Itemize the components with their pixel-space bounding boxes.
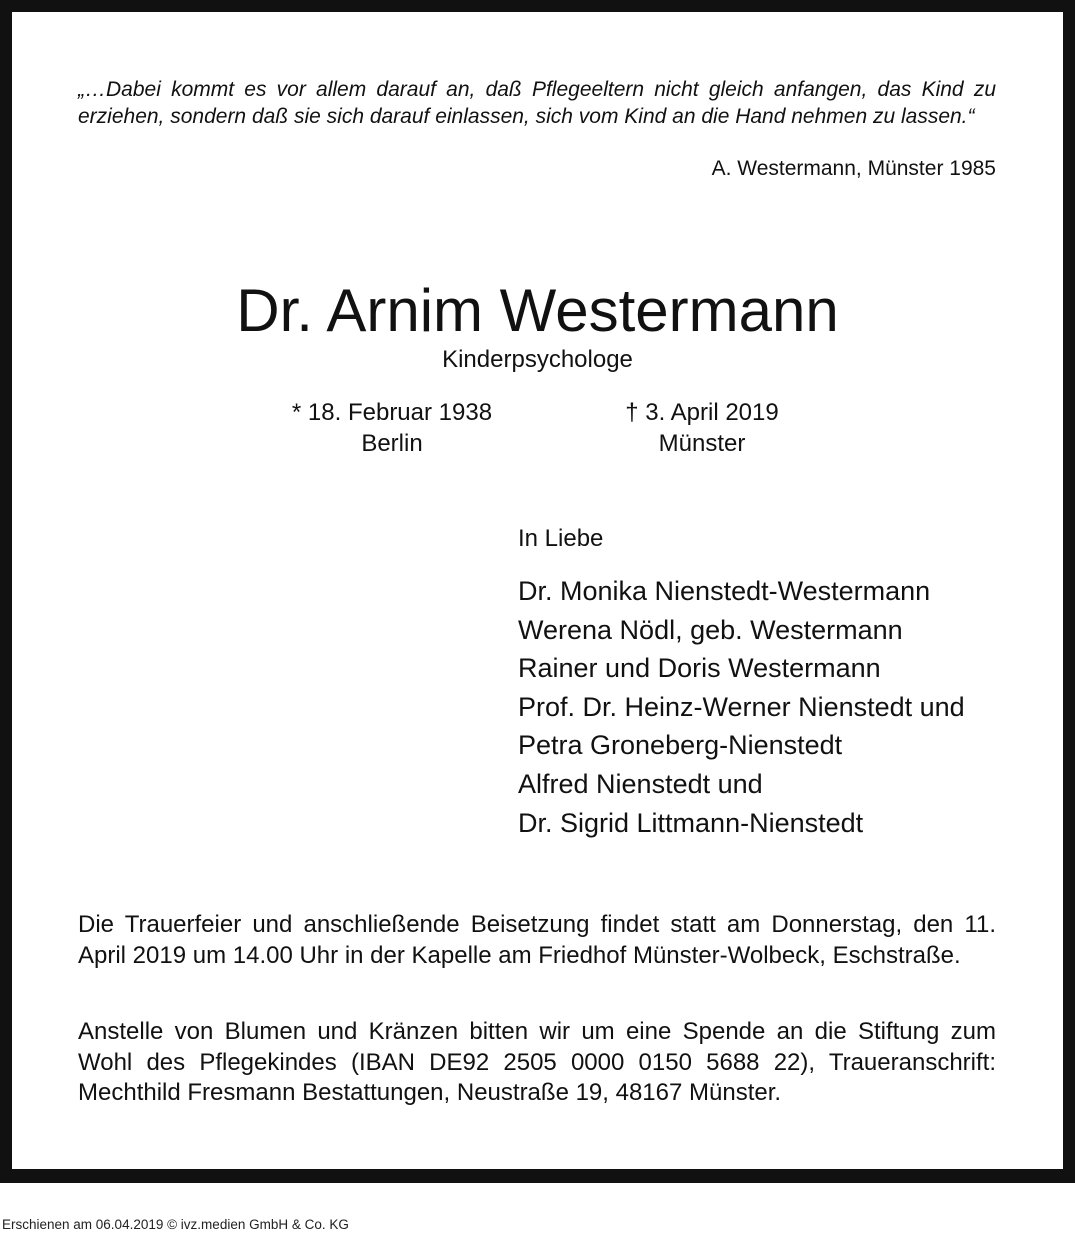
death-place: Münster (658, 430, 746, 457)
mourner-name: Prof. Dr. Heinz-Werner Nienstedt und (518, 691, 965, 722)
quote-text: „…Dabei kommt es vor allem darauf an, daß Pflegeeltern nicht gleich anfangen, das Kind zu erziehen, sondern daß sie sich darauf einlassen, sich vom Kind an die Hand nehmen zu lassen.“ (78, 78, 996, 128)
mourner-list (518, 572, 1038, 842)
deceased-name: Dr. Arnim Westermann (236, 277, 839, 344)
deceased-profession: Kinderpsychologe (442, 346, 633, 373)
quote-source: A. Westermann, Münster 1985 (711, 157, 996, 180)
mourners-intro: In Liebe (518, 525, 604, 552)
mourner-name: Alfred Nienstedt und (518, 768, 763, 799)
publication-footer: Erschienen am 06.04.2019 © ivz.medien GmbH & Co. KG (2, 1217, 349, 1232)
mourner-name: Werena Nödl, geb. Westermann (518, 614, 903, 645)
mourner-name: Rainer und Doris Westermann (518, 653, 881, 684)
birth-date: * 18. Februar 1938 (291, 399, 493, 426)
mourner-name: Dr. Sigrid Littmann-Nienstedt (518, 807, 864, 838)
mourner-name: Petra Groneberg-Nienstedt (518, 730, 843, 761)
birth-info (242, 397, 542, 459)
mourner-name: Dr. Monika Nienstedt-Westermann (518, 576, 931, 606)
donation-note: Anstelle von Blumen und Kränzen bitten wir um eine Spende an die Stiftung zum Wohl des Pflegekindes (IBAN DE92 2505 0000 0150 5688 22), Traueranschrift: Mechthild Fresmann Bestattungen, Neustraße 19, 48167 Münster. (78, 1018, 996, 1106)
funeral-note: Die Trauerfeier und anschließende Beisetzung findet statt am Donnerstag, den 11. April 2019 um 14.00 Uhr in der Kapelle am Friedhof Münster-Wolbeck, Eschstraße. (78, 911, 996, 969)
death-info (552, 397, 852, 459)
obituary-card (12, 12, 1063, 1169)
death-date: † 3. April 2019 (625, 399, 779, 426)
birth-place: Berlin (361, 430, 423, 457)
mourners-block (518, 522, 1038, 842)
